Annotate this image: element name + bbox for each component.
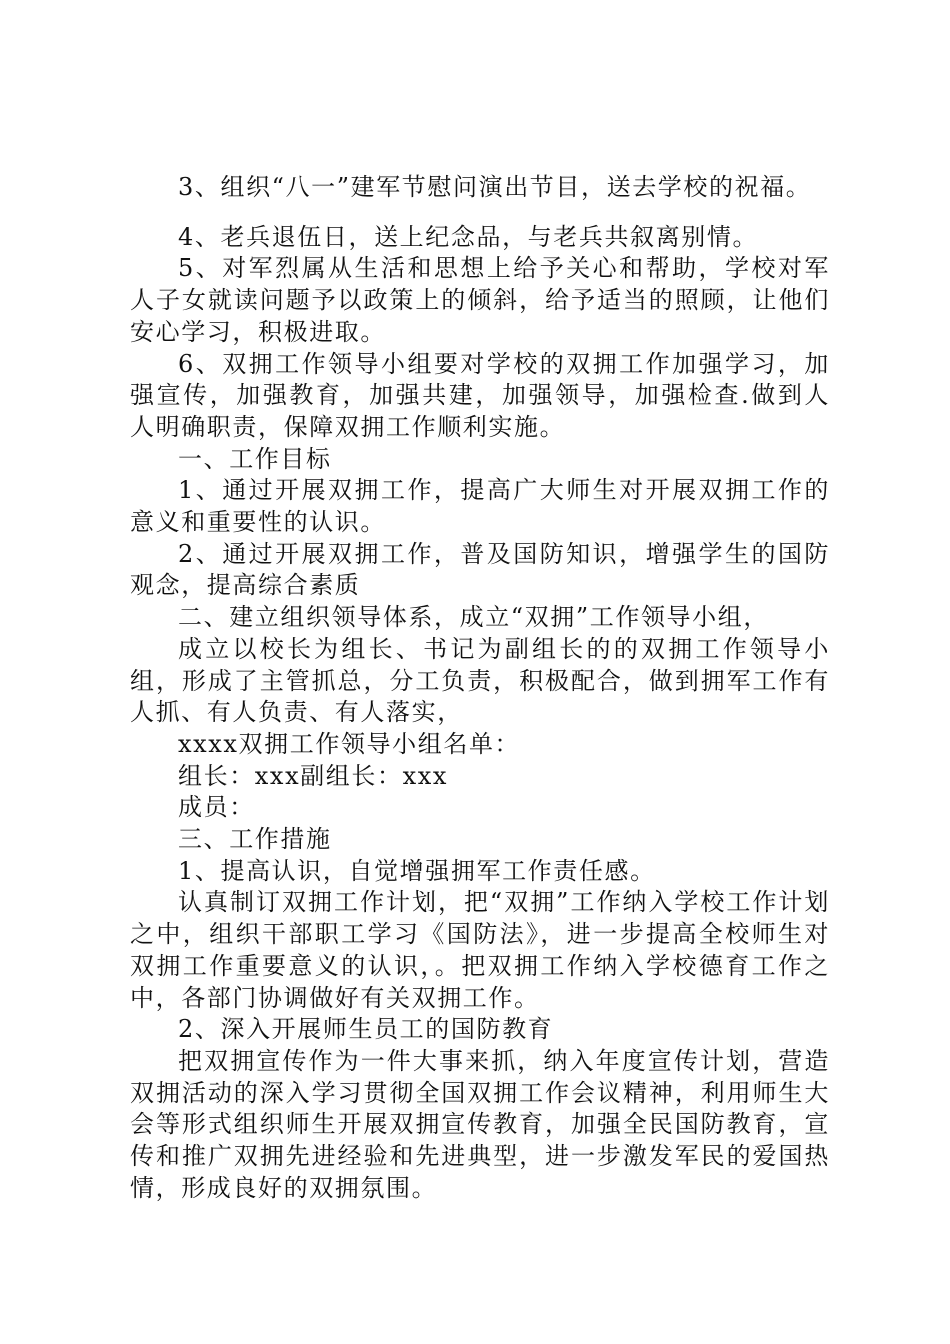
section-heading-goals: 一、工作目标 [178, 444, 332, 473]
organization-paragraph: 成立以校长为组长、书记为副组长的的双拥工作领导小组，形成了主管抓总，分工负责，积极配合，做到拥军工作有人抓、有人负责、有人落实， [130, 634, 830, 727]
leadership-members: 成员： [178, 793, 255, 822]
goal-item-2: 2、通过开展双拥工作，普及国防知识，增强学生的国防观念，提高综合素质 [130, 539, 830, 600]
paragraph-gap [130, 204, 830, 208]
leadership-list-title: xxxx双拥工作领导小组名单： [178, 729, 521, 758]
paragraph-item-6: 6、双拥工作领导小组要对学校的双拥工作加强学习，加强宣传，加强教育，加强共建，加强领导，加强检查.做到人人明确职责，保障双拥工作顺利实施。 [130, 349, 830, 441]
paragraph-item-5: 5、对军烈属从生活和思想上给予关心和帮助，学校对军人子女就读问题予以政策上的倾斜，给予适当的照顾，让他们安心学习，积极进取。 [130, 254, 830, 346]
section-heading-organization: 二、建立组织领导体系，成立“双拥”工作领导小组， [178, 603, 769, 632]
section-heading-measures: 三、工作措施 [178, 825, 332, 854]
measure-item-1: 1、提高认识，自觉增强拥军工作责任感。 [178, 856, 656, 885]
paragraph-item-3: 3、组织“八一”建军节慰问演出节目，送去学校的祝福。 [178, 173, 812, 201]
leadership-leaders: 组长：xxx副组长：xxx [178, 761, 449, 790]
measure-item-2-detail: 把双拥宣传作为一件大事来抓，纳入年度宣传计划，营造双拥活动的深入学习贯彻全国双拥工作会议精神，利用师生大会等形式组织师生开展双拥宣传教育，加强全民国防教育，宣传和推广双拥先进经验和先进典型，进一步激发军民的爱国热情，形成良好的双拥氛围。 [130, 1046, 830, 1202]
measure-item-1-detail: 认真制订双拥工作计划，把“双拥”工作纳入学校工作计划之中，组织干部职工学习《国防法》，进一步提高全校师生对双拥工作重要意义的认识，。把双拥工作纳入学校德育工作之中，各部门协调做好有关双拥工作。 [130, 888, 830, 1012]
measure-item-2: 2、深入开展师生员工的国防教育 [178, 1015, 554, 1044]
document-body [130, 172, 830, 1205]
goal-item-1: 1、通过开展双拥工作，提高广大师生对开展双拥工作的意义和重要性的认识。 [130, 476, 830, 537]
paragraph-item-4: 4、老兵退伍日，送上纪念品，与老兵共叙离别情。 [178, 222, 759, 251]
